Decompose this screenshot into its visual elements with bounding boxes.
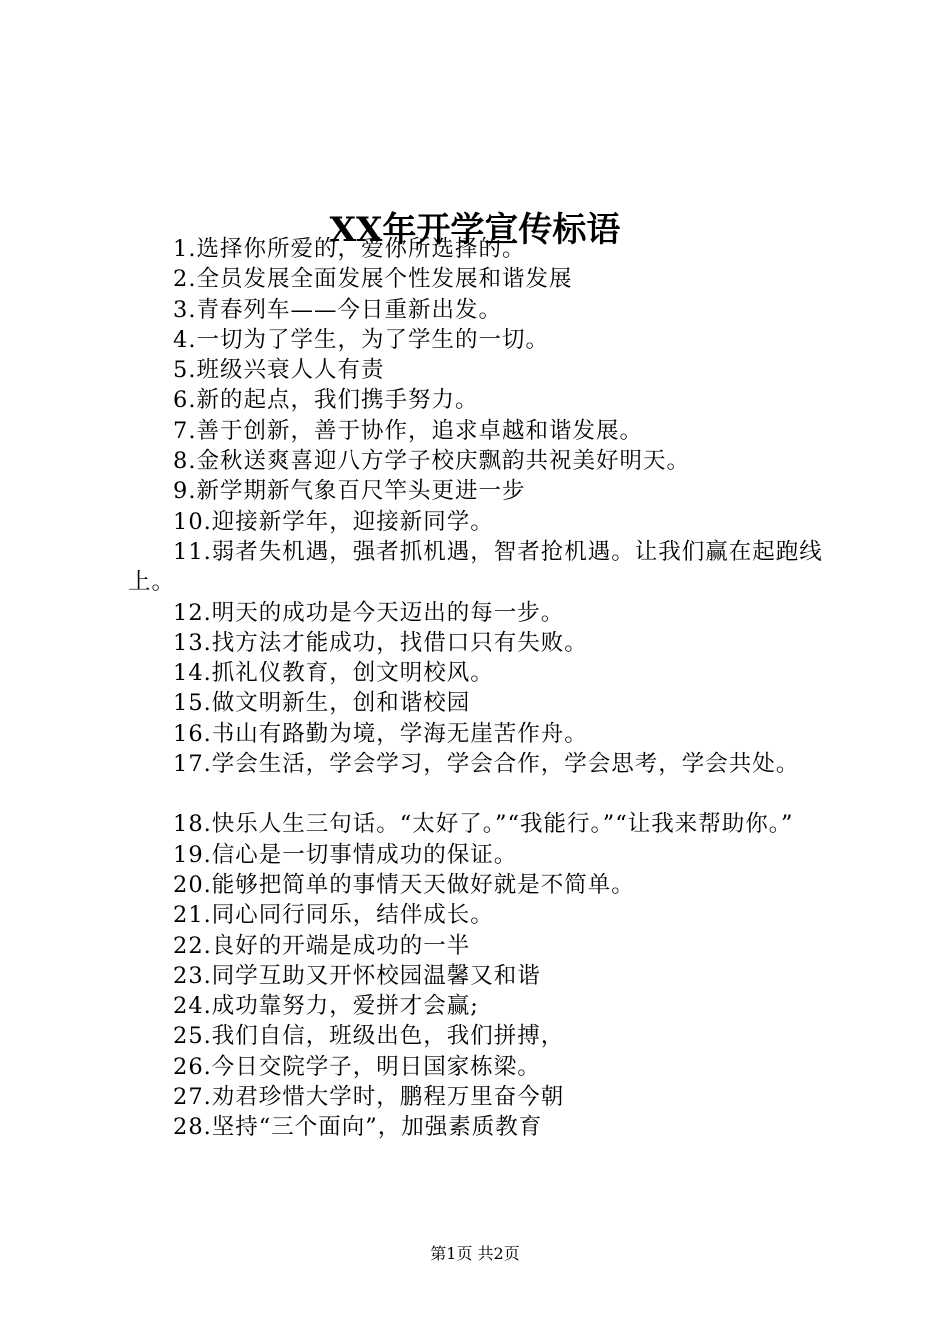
page-number: 第1页 共2页 <box>430 1244 520 1263</box>
list-item: 21.同心同行同乐，结伴成长。 <box>173 902 494 929</box>
list-item: 11.弱者失机遇，强者抓机遇，智者抢机遇。让我们赢在起跑线上。 <box>128 538 823 596</box>
list-item: 24.成功靠努力，爱拼才会赢; <box>173 993 479 1020</box>
list-item: 23.同学互助又开怀校园温馨又和谐 <box>173 962 541 989</box>
list-item: 12.明天的成功是今天迈出的每一步。 <box>173 599 565 626</box>
list-item: 25.我们自信，班级出色，我们拼搏， <box>173 1023 565 1050</box>
list-item: 4.一切为了学生，为了学生的一切。 <box>173 326 549 353</box>
list-item: 20.能够把简单的事情天天做好就是不简单。 <box>173 871 635 898</box>
list-item: 6.新的起点，我们携手努力。 <box>173 387 479 414</box>
list-item: 14.抓礼仪教育，创文明校风。 <box>173 660 494 687</box>
list-item: 2.全员发展全面发展个性发展和谐发展 <box>173 266 573 293</box>
list-item: 17.学会生活，学会学习，学会合作，学会思考，学会共处。 <box>173 751 800 778</box>
list-item: 28.坚持“三个面向”，加强素质教育 <box>173 1114 543 1141</box>
list-item: 26.今日交院学子，明日国家栋梁。 <box>173 1053 541 1080</box>
list-item: 5.班级兴衰人人有责 <box>173 357 385 384</box>
list-item: 19.信心是一切事情成功的保证。 <box>173 841 518 868</box>
list-item: 15.做文明新生，创和谐校园 <box>173 690 471 717</box>
list-item: 22.良好的开端是成功的一半 <box>173 932 471 959</box>
list-item: 3.青春列车——今日重新出发。 <box>173 296 502 323</box>
document-title: XX年开学宣传标语 <box>329 209 621 250</box>
list-item: 8.金秋送爽喜迎八方学子校庆飘韵共祝美好明天。 <box>173 448 690 475</box>
list-item: 1.选择你所爱的，爱你所选择的。 <box>173 236 526 262</box>
list-item: 13.找方法才能成功，找借口只有失败。 <box>173 629 588 656</box>
list-item: 18.快乐人生三句话。“太好了。”“我能行。”“让我来帮助你。” <box>173 811 794 838</box>
list-item: 9.新学期新气象百尺竿头更进一步 <box>173 478 526 505</box>
list-item: 7.善于创新，善于协作，追求卓越和谐发展。 <box>173 417 643 444</box>
list-item: 10.迎接新学年，迎接新同学。 <box>173 508 494 535</box>
slogan-list <box>128 234 838 1143</box>
list-item: 27.劝君珍惜大学时，鹏程万里奋今朝 <box>173 1084 565 1111</box>
list-item: 16.书山有路勤为境，学海无崖苦作舟。 <box>173 720 588 747</box>
